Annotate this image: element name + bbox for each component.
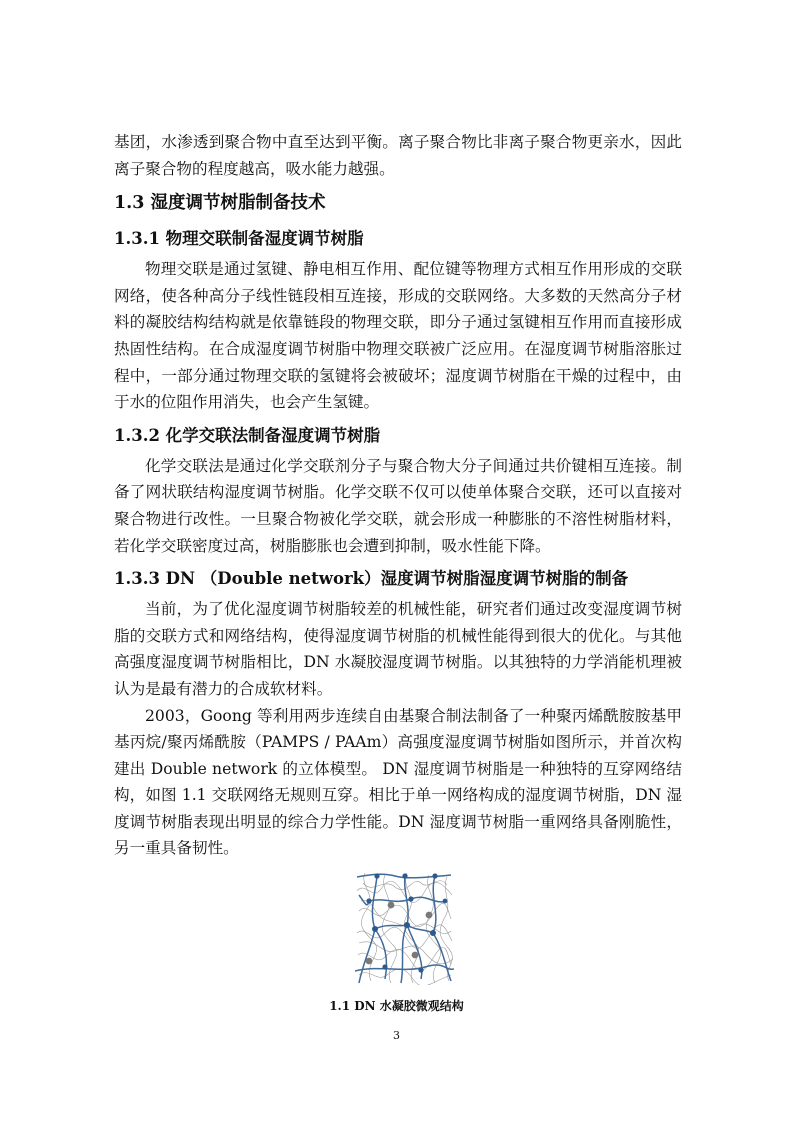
paragraph-physical-crosslink: 物理交联是通过氢键、静电相互作用、配位键等物理方式相互作用形成的交联网络，使各种高分子线性链段相互连接，形成的交联网络。大多数的天然高分子材料的凝胶结构结构就是依靠链段的物理交联，即分子通过氢键相互作用而直接形成热固性结构。在合成湿度调节树脂中物理交联被广泛应用。在湿度调节树脂溶胀过程中，一部分通过物理交联的氢键将会被破坏；湿度调节树脂在干燥的过程中，由于水的位阻作用消失，也会产生氢键。 xyxy=(114,260,682,412)
paragraph-dn-intro: 当前，为了优化湿度调节树脂较差的机械性能，研究者们通过改变湿度调节树脂的交联方式和网络结构，使得湿度调节树脂的机械性能得到很大的优化。与其他高强度湿度调节树脂相比，DN 水凝胶湿度调节树脂。以其独特的力学消能机理被认为是最有潜力的合成软材料。 xyxy=(114,600,682,698)
subsection-heading-1-3-3: 1.3.3 DN （Double network）湿度调节树脂湿度调节树脂的制备 xyxy=(114,569,629,589)
figure-caption: 1.1 DN 水凝胶微观结构 xyxy=(329,999,464,1013)
paragraph-dn-history: 2003，Goong 等利用两步连续自由基聚合制法制备了一种聚丙烯酰胺胺基甲基丙烷/聚丙烯酰胺（PAMPS / PAAm）高强度湿度调节树脂如图所示，并首次构建出 Double network 的立体模型。 DN 湿度调节树脂是一种独特的互穿网络结构，如图 1.1 交联网络无规则互穿。相比于单一网络构成的湿度调节树脂，DN 湿度调节树脂表现出明显的综合力学性能。DN 湿度调节树脂一重网络具备刚脆性，另一重具备韧性。 xyxy=(114,706,682,858)
subsection-heading-1-3-1: 1.3.1 物理交联制备湿度调节树脂 xyxy=(114,229,364,249)
paragraph-chemical-crosslink: 化学交联法是通过化学交联剂分子与聚合物大分子间通过共价键相互连接。制备了网状联结构湿度调节树脂。化学交联不仅可以使单体聚合交联，还可以直接对聚合物进行改性。一旦聚合物被化学交联，就会形成一种膨胀的不溶性树脂材料，若化学交联密度过高，树脂膨胀也会遭到抑制，吸水性能下降。 xyxy=(114,456,682,555)
dn-hydrogel-microstructure-figure xyxy=(355,871,454,985)
page-content xyxy=(114,129,682,862)
page-number: 3 xyxy=(393,1029,400,1042)
paragraph-intro: 基团，水渗透到聚合物中直至达到平衡。离子聚合物比非离子聚合物更亲水，因此离子聚合物的程度越高，吸水能力越强。 xyxy=(114,133,682,178)
subsection-heading-1-3-2: 1.3.2 化学交联法制备湿度调节树脂 xyxy=(114,425,381,445)
section-heading-1-3: 1.3 湿度调节树脂制备技术 xyxy=(114,193,326,214)
dn-network-diagram xyxy=(355,871,454,985)
